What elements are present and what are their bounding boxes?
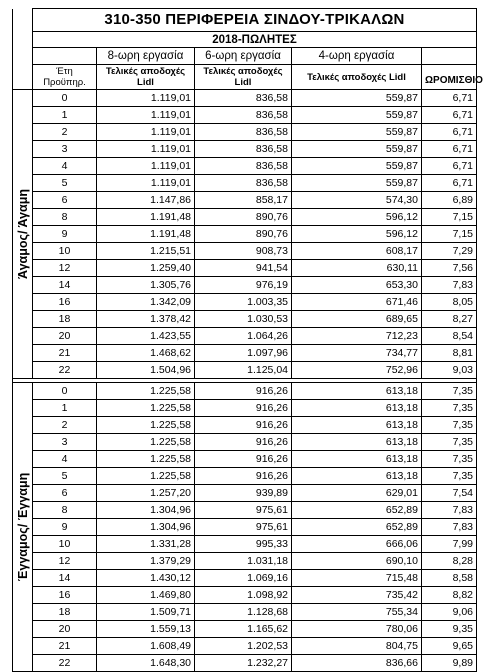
salary-8h-cell: 1.259,40 xyxy=(97,260,195,277)
table-row xyxy=(13,328,477,345)
salary-4h-cell: 596,12 xyxy=(292,226,422,243)
salary-6h-cell: 836,58 xyxy=(195,90,292,107)
table-row xyxy=(13,311,477,328)
header-6h: 6-ωρη εργασία xyxy=(195,48,292,65)
salary-4h-cell: 752,96 xyxy=(292,362,422,379)
salary-8h-cell: 1.305,76 xyxy=(97,277,195,294)
salary-sheet xyxy=(12,8,483,672)
salary-6h-cell: 858,17 xyxy=(195,192,292,209)
salary-8h-cell: 1.468,62 xyxy=(97,345,195,362)
table-row xyxy=(13,502,477,519)
salary-4h-cell: 559,87 xyxy=(292,124,422,141)
salary-4h-cell: 613,18 xyxy=(292,434,422,451)
corner-cell xyxy=(13,65,33,90)
years-cell: 18 xyxy=(33,604,97,621)
salary-6h-cell: 916,26 xyxy=(195,383,292,400)
table-row xyxy=(13,604,477,621)
salary-table-body xyxy=(13,9,483,672)
hourly-wage-cell: 8,82 xyxy=(422,587,477,604)
years-cell: 9 xyxy=(33,519,97,536)
salary-6h-cell: 1.030,53 xyxy=(195,311,292,328)
hourly-wage-cell: 6,71 xyxy=(422,141,477,158)
header-empty xyxy=(422,48,477,65)
salary-4h-cell: 755,34 xyxy=(292,604,422,621)
salary-6h-cell: 916,26 xyxy=(195,400,292,417)
salary-4h-cell: 629,01 xyxy=(292,485,422,502)
salary-8h-cell: 1.225,58 xyxy=(97,434,195,451)
hourly-wage-cell: 7,35 xyxy=(422,400,477,417)
salary-6h-cell: 916,26 xyxy=(195,468,292,485)
salary-4h-cell: 613,18 xyxy=(292,468,422,485)
years-cell: 12 xyxy=(33,260,97,277)
hourly-wage-cell: 8,81 xyxy=(422,345,477,362)
salary-6h-cell: 1.031,18 xyxy=(195,553,292,570)
years-cell: 5 xyxy=(33,175,97,192)
salary-8h-cell: 1.379,29 xyxy=(97,553,195,570)
salary-8h-cell: 1.215,51 xyxy=(97,243,195,260)
salary-8h-cell: 1.504,96 xyxy=(97,362,195,379)
header-hourly-wage: ΩΡΟΜΙΣΘΙΟ xyxy=(422,65,477,90)
years-cell: 16 xyxy=(33,587,97,604)
salary-6h-cell: 916,26 xyxy=(195,417,292,434)
hourly-wage-cell: 7,15 xyxy=(422,209,477,226)
table-row xyxy=(13,638,477,655)
years-cell: 10 xyxy=(33,243,97,260)
years-cell: 8 xyxy=(33,502,97,519)
salary-8h-cell: 1.225,58 xyxy=(97,468,195,485)
header-years: Έτη Προϋπηρ. xyxy=(33,65,97,90)
subtitle-row xyxy=(13,32,477,48)
header-final-6h: Τελικές αποδοχές Lidl xyxy=(195,65,292,90)
table-row xyxy=(13,260,477,277)
salary-8h-cell: 1.225,58 xyxy=(97,451,195,468)
salary-8h-cell: 1.559,13 xyxy=(97,621,195,638)
hourly-wage-cell: 7,35 xyxy=(422,468,477,485)
salary-4h-cell: 652,89 xyxy=(292,519,422,536)
salary-6h-cell: 836,58 xyxy=(195,175,292,192)
salary-8h-cell: 1.342,09 xyxy=(97,294,195,311)
table-row xyxy=(13,485,477,502)
header-8h: 8-ωρη εργασία xyxy=(97,48,195,65)
salary-4h-cell: 653,30 xyxy=(292,277,422,294)
table-row xyxy=(13,90,477,107)
salary-4h-cell: 613,18 xyxy=(292,400,422,417)
salary-4h-cell: 613,18 xyxy=(292,451,422,468)
page-title: 310-350 ΠΕΡΙΦΕΡΕΙΑ ΣΙΝΔΟΥ-ΤΡΙΚΑΛΩΝ xyxy=(33,9,477,32)
years-cell: 9 xyxy=(33,226,97,243)
hourly-wage-cell: 7,35 xyxy=(422,383,477,400)
table-row xyxy=(13,570,477,587)
salary-4h-cell: 690,10 xyxy=(292,553,422,570)
years-cell: 5 xyxy=(33,468,97,485)
salary-8h-cell: 1.119,01 xyxy=(97,90,195,107)
salary-6h-cell: 1.128,68 xyxy=(195,604,292,621)
years-cell: 20 xyxy=(33,328,97,345)
table-row xyxy=(13,553,477,570)
years-cell: 2 xyxy=(33,417,97,434)
title-row xyxy=(13,9,477,32)
table-row xyxy=(13,621,477,638)
table-row xyxy=(13,519,477,536)
salary-6h-cell: 976,19 xyxy=(195,277,292,294)
table-row xyxy=(13,451,477,468)
salary-8h-cell: 1.119,01 xyxy=(97,141,195,158)
salary-4h-cell: 613,18 xyxy=(292,417,422,434)
years-cell: 8 xyxy=(33,209,97,226)
hourly-wage-cell: 7,83 xyxy=(422,277,477,294)
header-final-4h: Τελικές αποδοχές Lidl xyxy=(292,65,422,90)
hourly-wage-cell: 7,83 xyxy=(422,519,477,536)
hourly-wage-cell: 7,35 xyxy=(422,434,477,451)
salary-6h-cell: 975,61 xyxy=(195,519,292,536)
salary-8h-cell: 1.423,55 xyxy=(97,328,195,345)
hourly-wage-cell: 9,89 xyxy=(422,655,477,672)
years-cell: 21 xyxy=(33,345,97,362)
salary-8h-cell: 1.119,01 xyxy=(97,175,195,192)
header-row-2 xyxy=(13,65,477,90)
salary-8h-cell: 1.304,96 xyxy=(97,519,195,536)
years-cell: 2 xyxy=(33,124,97,141)
salary-4h-cell: 559,87 xyxy=(292,175,422,192)
years-cell: 20 xyxy=(33,621,97,638)
table-row xyxy=(13,383,477,400)
group-label: Άγαμος/ Άγαμη xyxy=(15,189,30,279)
hourly-wage-cell: 7,54 xyxy=(422,485,477,502)
salary-6h-cell: 836,58 xyxy=(195,107,292,124)
hourly-wage-cell: 7,99 xyxy=(422,536,477,553)
header-empty xyxy=(33,48,97,65)
years-cell: 0 xyxy=(33,383,97,400)
salary-6h-cell: 836,58 xyxy=(195,141,292,158)
group-label-cell xyxy=(13,383,33,672)
salary-4h-cell: 712,23 xyxy=(292,328,422,345)
hourly-wage-cell: 9,65 xyxy=(422,638,477,655)
years-cell: 21 xyxy=(33,638,97,655)
hourly-wage-cell: 6,71 xyxy=(422,124,477,141)
hourly-wage-cell: 8,28 xyxy=(422,553,477,570)
salary-6h-cell: 975,61 xyxy=(195,502,292,519)
salary-8h-cell: 1.191,48 xyxy=(97,209,195,226)
salary-6h-cell: 836,58 xyxy=(195,124,292,141)
salary-8h-cell: 1.119,01 xyxy=(97,124,195,141)
salary-4h-cell: 780,06 xyxy=(292,621,422,638)
salary-6h-cell: 1.003,35 xyxy=(195,294,292,311)
salary-4h-cell: 559,87 xyxy=(292,107,422,124)
salary-6h-cell: 916,26 xyxy=(195,451,292,468)
hourly-wage-cell: 7,15 xyxy=(422,226,477,243)
salary-8h-cell: 1.430,12 xyxy=(97,570,195,587)
salary-4h-cell: 630,11 xyxy=(292,260,422,277)
salary-4h-cell: 715,48 xyxy=(292,570,422,587)
table-row xyxy=(13,468,477,485)
salary-4h-cell: 559,87 xyxy=(292,141,422,158)
years-cell: 4 xyxy=(33,158,97,175)
table-row xyxy=(13,434,477,451)
table-row xyxy=(13,226,477,243)
salary-8h-cell: 1.257,20 xyxy=(97,485,195,502)
salary-4h-cell: 671,46 xyxy=(292,294,422,311)
years-cell: 14 xyxy=(33,277,97,294)
table-row xyxy=(13,192,477,209)
salary-4h-cell: 689,65 xyxy=(292,311,422,328)
hourly-wage-cell: 9,35 xyxy=(422,621,477,638)
table-row xyxy=(13,417,477,434)
salary-4h-cell: 608,17 xyxy=(292,243,422,260)
table-row xyxy=(13,536,477,553)
hourly-wage-cell: 9,03 xyxy=(422,362,477,379)
page-subtitle: 2018-ΠΩΛΗΤΕΣ xyxy=(33,32,477,48)
salary-8h-cell: 1.469,80 xyxy=(97,587,195,604)
years-cell: 18 xyxy=(33,311,97,328)
salary-4h-cell: 652,89 xyxy=(292,502,422,519)
salary-8h-cell: 1.648,30 xyxy=(97,655,195,672)
hourly-wage-cell: 7,83 xyxy=(422,502,477,519)
salary-4h-cell: 559,87 xyxy=(292,90,422,107)
table-row xyxy=(13,345,477,362)
salary-6h-cell: 1.125,04 xyxy=(195,362,292,379)
salary-6h-cell: 890,76 xyxy=(195,226,292,243)
salary-8h-cell: 1.147,86 xyxy=(97,192,195,209)
years-cell: 14 xyxy=(33,570,97,587)
table-row xyxy=(13,158,477,175)
hourly-wage-cell: 8,27 xyxy=(422,311,477,328)
hourly-wage-cell: 8,54 xyxy=(422,328,477,345)
salary-8h-cell: 1.608,49 xyxy=(97,638,195,655)
salary-6h-cell: 1.069,16 xyxy=(195,570,292,587)
table-row xyxy=(13,124,477,141)
table-row xyxy=(13,277,477,294)
salary-8h-cell: 1.119,01 xyxy=(97,107,195,124)
salary-8h-cell: 1.225,58 xyxy=(97,383,195,400)
corner-cell xyxy=(13,9,33,32)
salary-6h-cell: 939,89 xyxy=(195,485,292,502)
table-row xyxy=(13,587,477,604)
years-cell: 0 xyxy=(33,90,97,107)
salary-6h-cell: 1.232,27 xyxy=(195,655,292,672)
hourly-wage-cell: 8,05 xyxy=(422,294,477,311)
hourly-wage-cell: 6,71 xyxy=(422,158,477,175)
hourly-wage-cell: 7,56 xyxy=(422,260,477,277)
salary-8h-cell: 1.331,28 xyxy=(97,536,195,553)
table-row xyxy=(13,294,477,311)
group-label-cell xyxy=(13,90,33,379)
salary-4h-cell: 613,18 xyxy=(292,383,422,400)
years-cell: 22 xyxy=(33,362,97,379)
salary-6h-cell: 1.064,26 xyxy=(195,328,292,345)
hourly-wage-cell: 7,35 xyxy=(422,451,477,468)
hourly-wage-cell: 7,29 xyxy=(422,243,477,260)
years-cell: 1 xyxy=(33,107,97,124)
table-row xyxy=(13,362,477,379)
corner-cell xyxy=(13,48,33,65)
hourly-wage-cell: 6,71 xyxy=(422,90,477,107)
salary-4h-cell: 804,75 xyxy=(292,638,422,655)
header-4h: 4-ωρη εργασία xyxy=(292,48,422,65)
table-row xyxy=(13,400,477,417)
years-cell: 4 xyxy=(33,451,97,468)
corner-cell xyxy=(13,32,33,48)
table-row xyxy=(13,175,477,192)
hourly-wage-cell: 9,06 xyxy=(422,604,477,621)
salary-4h-cell: 666,06 xyxy=(292,536,422,553)
salary-6h-cell: 916,26 xyxy=(195,434,292,451)
salary-4h-cell: 734,77 xyxy=(292,345,422,362)
salary-6h-cell: 1.098,92 xyxy=(195,587,292,604)
salary-8h-cell: 1.304,96 xyxy=(97,502,195,519)
salary-4h-cell: 574,30 xyxy=(292,192,422,209)
table-row xyxy=(13,243,477,260)
hourly-wage-cell: 6,71 xyxy=(422,107,477,124)
salary-6h-cell: 1.097,96 xyxy=(195,345,292,362)
salary-6h-cell: 941,54 xyxy=(195,260,292,277)
salary-6h-cell: 836,58 xyxy=(195,158,292,175)
salary-6h-cell: 1.202,53 xyxy=(195,638,292,655)
hourly-wage-cell: 6,89 xyxy=(422,192,477,209)
years-cell: 10 xyxy=(33,536,97,553)
years-cell: 6 xyxy=(33,485,97,502)
years-cell: 12 xyxy=(33,553,97,570)
table-row xyxy=(13,655,477,672)
salary-8h-cell: 1.509,71 xyxy=(97,604,195,621)
table-row xyxy=(13,209,477,226)
hourly-wage-cell: 7,35 xyxy=(422,417,477,434)
table-row xyxy=(13,107,477,124)
salary-table xyxy=(12,8,483,672)
years-cell: 16 xyxy=(33,294,97,311)
salary-6h-cell: 908,73 xyxy=(195,243,292,260)
years-cell: 3 xyxy=(33,434,97,451)
salary-4h-cell: 836,66 xyxy=(292,655,422,672)
salary-6h-cell: 995,33 xyxy=(195,536,292,553)
salary-8h-cell: 1.191,48 xyxy=(97,226,195,243)
salary-4h-cell: 596,12 xyxy=(292,209,422,226)
salary-8h-cell: 1.378,42 xyxy=(97,311,195,328)
table-row xyxy=(13,141,477,158)
salary-6h-cell: 1.165,62 xyxy=(195,621,292,638)
hourly-wage-cell: 8,58 xyxy=(422,570,477,587)
years-cell: 3 xyxy=(33,141,97,158)
years-cell: 22 xyxy=(33,655,97,672)
header-final-8h: Τελικές αποδοχές Lidl xyxy=(97,65,195,90)
years-cell: 1 xyxy=(33,400,97,417)
salary-4h-cell: 559,87 xyxy=(292,158,422,175)
hourly-wage-cell: 6,71 xyxy=(422,175,477,192)
salary-4h-cell: 735,42 xyxy=(292,587,422,604)
salary-8h-cell: 1.225,58 xyxy=(97,400,195,417)
salary-8h-cell: 1.225,58 xyxy=(97,417,195,434)
header-row-1 xyxy=(13,48,477,65)
salary-6h-cell: 890,76 xyxy=(195,209,292,226)
salary-8h-cell: 1.119,01 xyxy=(97,158,195,175)
years-cell: 6 xyxy=(33,192,97,209)
group-label: Έγγαμος/ Έγγαμη xyxy=(15,472,30,582)
